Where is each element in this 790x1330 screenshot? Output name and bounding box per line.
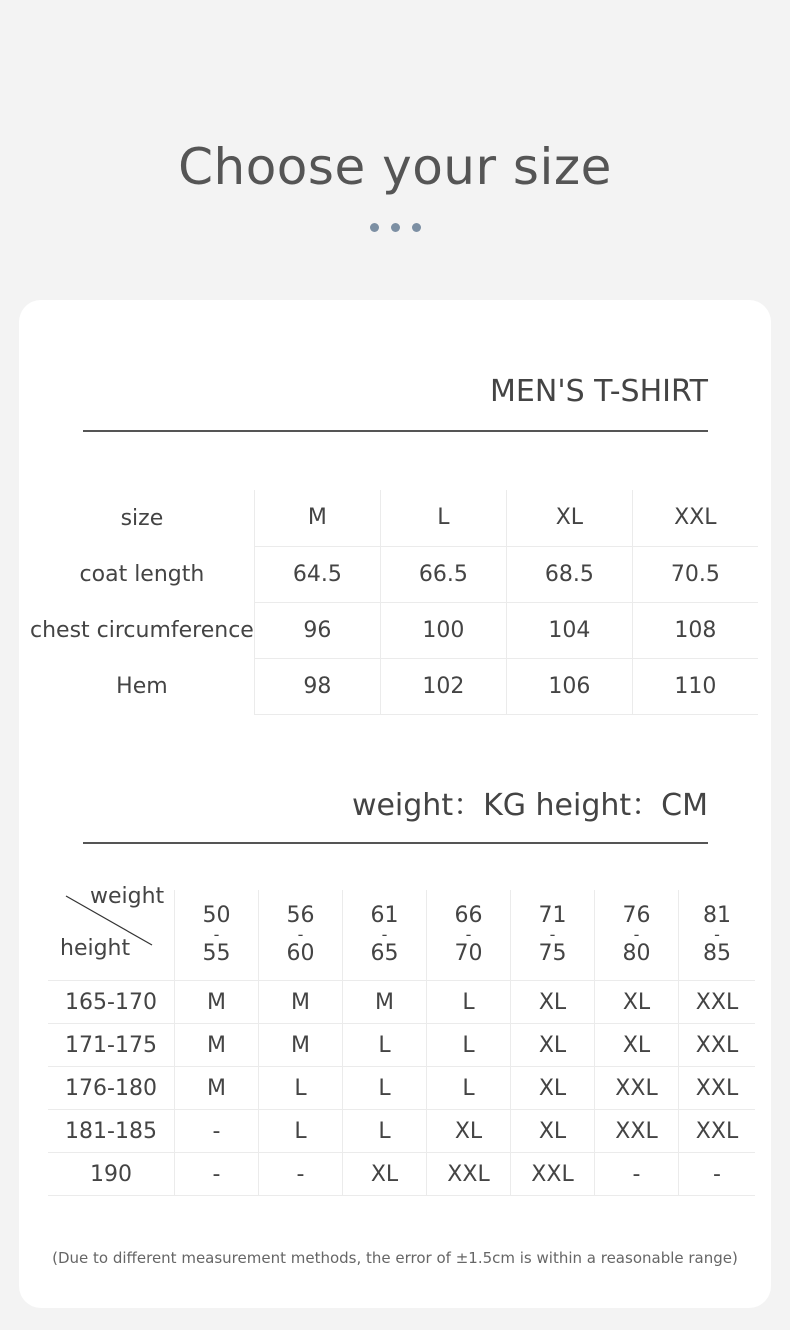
weight-range-cell — [343, 890, 427, 981]
size-header-cell: XL — [506, 490, 632, 546]
dot-icon — [412, 223, 421, 232]
range-dash: - — [549, 925, 556, 944]
recommended-size-cell: XL — [595, 1024, 679, 1067]
size-header-cell: XXL — [632, 490, 758, 546]
measurement-value: 110 — [632, 658, 758, 714]
height-range-cell: 176-180 — [48, 1067, 175, 1110]
corner-weight-label: weight — [90, 884, 165, 909]
recommended-size-cell: XXL — [427, 1153, 511, 1196]
recommended-size-cell: XXL — [679, 1110, 756, 1153]
weight-max: 65 — [370, 941, 399, 966]
recommended-size-cell: - — [595, 1153, 679, 1196]
recommended-size-cell: L — [427, 981, 511, 1024]
corner-cell — [48, 884, 175, 981]
recommended-size-cell: - — [259, 1153, 343, 1196]
measurement-label: coat length — [79, 561, 205, 587]
recommended-size-cell: L — [343, 1067, 427, 1110]
recommended-size-cell: M — [175, 1067, 259, 1110]
recommended-size-cell: M — [175, 981, 259, 1024]
weight-max: 85 — [703, 941, 731, 966]
size-header-cell: L — [380, 490, 506, 546]
measurement-value: 70.5 — [632, 546, 758, 602]
page-title: Choose your size — [178, 138, 612, 196]
fit-chart-table — [48, 884, 755, 1196]
fit-chart-title: weight：KG height：CM — [351, 788, 708, 823]
measurement-label: chest circumference — [30, 617, 254, 643]
table-row — [30, 658, 758, 714]
table-row — [48, 981, 755, 1024]
table-row — [48, 1067, 755, 1110]
range-dash: - — [465, 925, 472, 944]
measurement-value: 108 — [632, 602, 758, 658]
weight-min: 50 — [202, 903, 231, 928]
range-dash: - — [714, 925, 720, 944]
recommended-size-cell: - — [679, 1153, 756, 1196]
weight-range-cell — [175, 890, 259, 981]
recommended-size-cell: XXL — [511, 1153, 595, 1196]
recommended-size-cell: L — [427, 1024, 511, 1067]
dot-icon — [391, 223, 400, 232]
recommended-size-cell: XXL — [679, 981, 756, 1024]
measurement-value: 98 — [254, 658, 380, 714]
size-chart-table — [30, 490, 758, 715]
measurement-value: 100 — [380, 602, 506, 658]
weight-min: 71 — [538, 903, 567, 928]
height-range-cell: 190 — [48, 1153, 175, 1196]
range-dash: - — [213, 925, 220, 944]
weight-min: 66 — [454, 903, 483, 928]
measurement-note: (Due to different measurement methods, the error of ±1.5cm is within a reasonable range) — [52, 1249, 738, 1267]
weight-max: 70 — [454, 941, 483, 966]
weight-max: 80 — [622, 941, 651, 966]
divider — [83, 842, 708, 844]
recommended-size-cell: M — [343, 981, 427, 1024]
size-header-cell: M — [254, 490, 380, 546]
range-dash: - — [297, 925, 304, 944]
recommended-size-cell: XL — [427, 1110, 511, 1153]
recommended-size-cell: L — [343, 1024, 427, 1067]
table-row — [30, 602, 758, 658]
table-row — [48, 1153, 755, 1196]
size-chart-title: MEN'S T-SHIRT — [490, 374, 708, 409]
recommended-size-cell: M — [259, 1024, 343, 1067]
weight-min: 81 — [703, 903, 731, 928]
recommended-size-cell: XL — [511, 1110, 595, 1153]
size-header-label: size — [120, 505, 164, 531]
weight-max: 75 — [538, 941, 567, 966]
measurement-value: 106 — [506, 658, 632, 714]
recommended-size-cell: XL — [511, 1024, 595, 1067]
table-row — [48, 1024, 755, 1067]
corner-height-label: height — [60, 936, 131, 961]
weight-min: 56 — [286, 903, 315, 928]
weight-range-cell — [679, 890, 756, 981]
measurement-value: 96 — [254, 602, 380, 658]
range-dash: - — [633, 925, 640, 944]
recommended-size-cell: XXL — [679, 1024, 756, 1067]
recommended-size-cell: M — [259, 981, 343, 1024]
measurement-label: Hem — [116, 673, 168, 699]
range-dash: - — [381, 925, 388, 944]
measurement-value: 68.5 — [506, 546, 632, 602]
weight-range-cell — [511, 890, 595, 981]
table-row — [30, 546, 758, 602]
recommended-size-cell: - — [175, 1153, 259, 1196]
weight-max: 60 — [286, 941, 315, 966]
decorative-dots — [370, 223, 422, 233]
recommended-size-cell: XXL — [679, 1067, 756, 1110]
weight-min: 76 — [622, 903, 651, 928]
height-range-cell: 165-170 — [48, 981, 175, 1024]
weight-max: 55 — [202, 941, 231, 966]
recommended-size-cell: XL — [343, 1153, 427, 1196]
dot-icon — [370, 223, 379, 232]
height-range-cell: 181-185 — [48, 1110, 175, 1153]
recommended-size-cell: M — [175, 1024, 259, 1067]
divider — [83, 430, 708, 432]
recommended-size-cell: L — [343, 1110, 427, 1153]
size-header-row — [30, 490, 758, 546]
recommended-size-cell: L — [259, 1067, 343, 1110]
height-range-cell: 171-175 — [48, 1024, 175, 1067]
recommended-size-cell: - — [175, 1110, 259, 1153]
recommended-size-cell: XXL — [595, 1067, 679, 1110]
table-row — [48, 1110, 755, 1153]
measurement-value: 64.5 — [254, 546, 380, 602]
measurement-value: 66.5 — [380, 546, 506, 602]
recommended-size-cell: XL — [511, 981, 595, 1024]
measurement-value: 104 — [506, 602, 632, 658]
weight-min: 61 — [370, 903, 399, 928]
recommended-size-cell: XXL — [595, 1110, 679, 1153]
weight-range-cell — [427, 890, 511, 981]
recommended-size-cell: L — [259, 1110, 343, 1153]
recommended-size-cell: L — [427, 1067, 511, 1110]
recommended-size-cell: XL — [595, 981, 679, 1024]
weight-range-cell — [259, 890, 343, 981]
fit-header-row — [48, 890, 755, 981]
weight-range-cell — [595, 890, 679, 981]
measurement-value: 102 — [380, 658, 506, 714]
recommended-size-cell: XL — [511, 1067, 595, 1110]
